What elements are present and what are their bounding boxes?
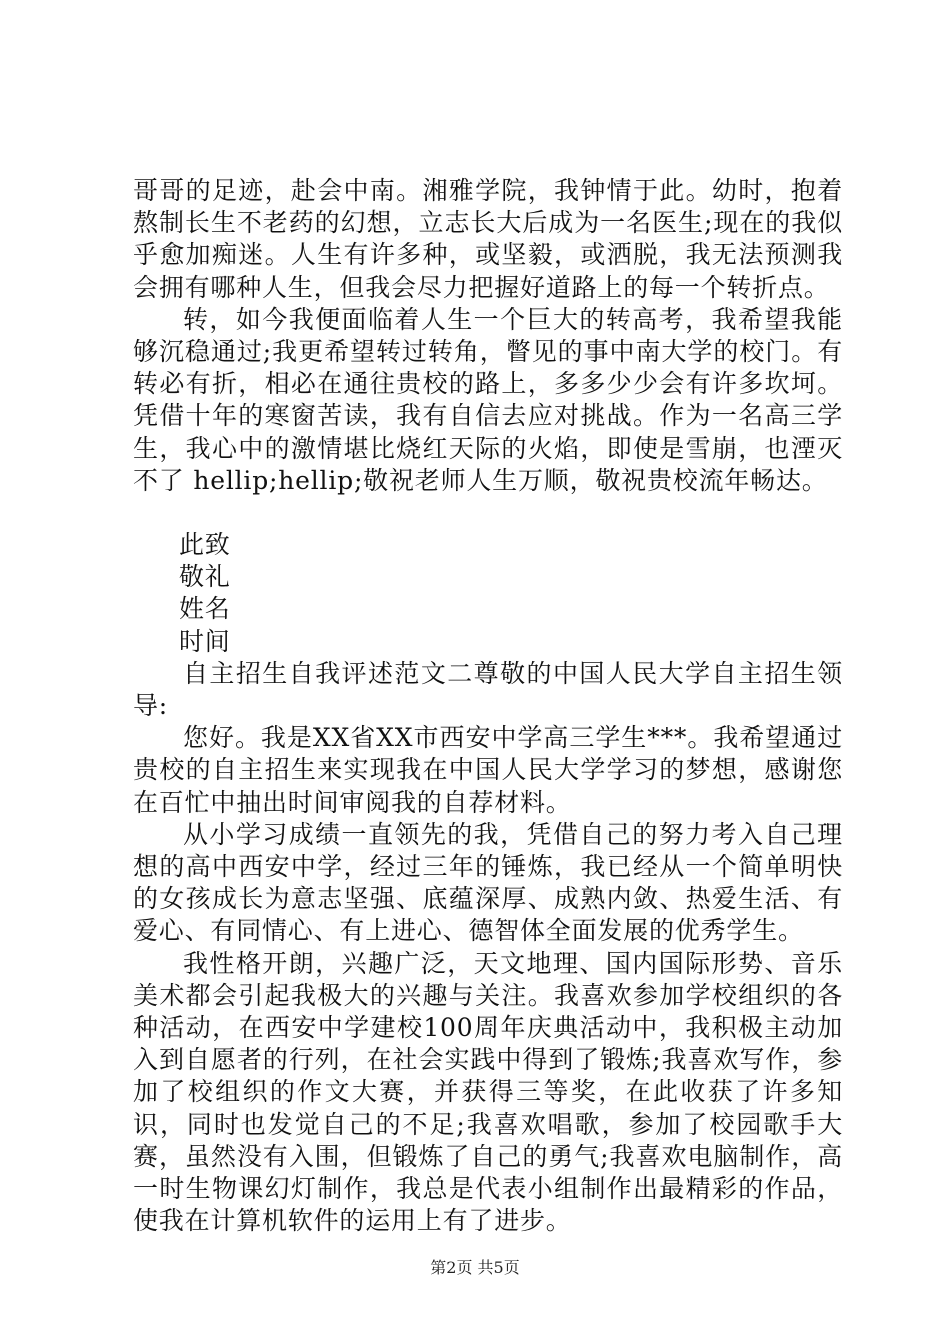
paragraph-interests: 我性格开朗，兴趣广泛，天文地理、国内国际形势、音乐美术都会引起我极大的兴趣与关注。我喜欢参加学校组织的各种活动，在西安中学建校100周年庆典活动中，我积极主动加入到自愿者的行列，在社会实践中得到了锻炼;我喜欢写作，参加了校组织的作文大赛，并获得三等奖，在此收获了许多知识，同时也发觉自己的不足;我喜欢唱歌，参加了校园歌手大赛，虽然没有入围，但锻炼了自己的勇气;我喜欢电脑制作，高一时生物课幻灯制作，我总是代表小组制作出最精彩的作品，使我在计算机软件的运用上有了进步。 <box>133 948 843 1236</box>
paragraph-background: 从小学习成绩一直领先的我，凭借自己的努力考入自己理想的高中西安中学，经过三年的锤炼，我已经从一个简单明快的女孩成长为意志坚强、底蕴深厚、成熟内敛、热爱生活、有爱心、有同情心、有上进心、德智体全面发展的优秀学生。 <box>133 819 843 946</box>
blank-line <box>133 497 843 529</box>
paragraph-greeting: 您好。我是XX省XX市西安中学高三学生***。我希望通过贵校的自主招生来实现我在中国人民大学学习的梦想，感谢您在百忙中抽出时间审阅我的自荐材料。 <box>133 723 843 817</box>
paragraph-continuation: 哥哥的足迹，赴会中南。湘雅学院，我钟情于此。幼时，抱着熬制长生不老药的幻想，立志长大后成为一名医生;现在的我似乎愈加痴迷。人生有许多种，或坚毅，或洒脱，我无法预测我会拥有哪种人生，但我会尽力把握好道路上的每一个转折点。 <box>133 176 843 302</box>
paragraph-turning-point: 转，如今我便面临着人生一个巨大的转高考，我希望我能够沉稳通过;我更希望转过转角，瞥见的事中南大学的校门。有转必有折，相必在通往贵校的路上，多多少少会有许多坎坷。凭借十年的寒窗苦读，我有自信去应对挑战。作为一名高三学生，我心中的激情堪比烧红天际的火焰，即使是雪崩，也湮灭不了 hellip;hellip;敬祝老师人生万顺，敬祝贵校流年畅达。 <box>133 304 843 495</box>
closing-regards-1: 此致 <box>179 530 231 560</box>
document-body <box>133 175 843 1238</box>
closing-regards-2: 敬礼 <box>179 562 231 592</box>
page-number-footer: 第2页 共5页 <box>430 1258 520 1277</box>
signature-date: 时间 <box>179 626 231 656</box>
signature-name: 姓名 <box>179 594 231 624</box>
paragraph-sample-two-heading: 自主招生自我评述范文二尊敬的中国人民大学自主招生领导: <box>133 658 843 721</box>
